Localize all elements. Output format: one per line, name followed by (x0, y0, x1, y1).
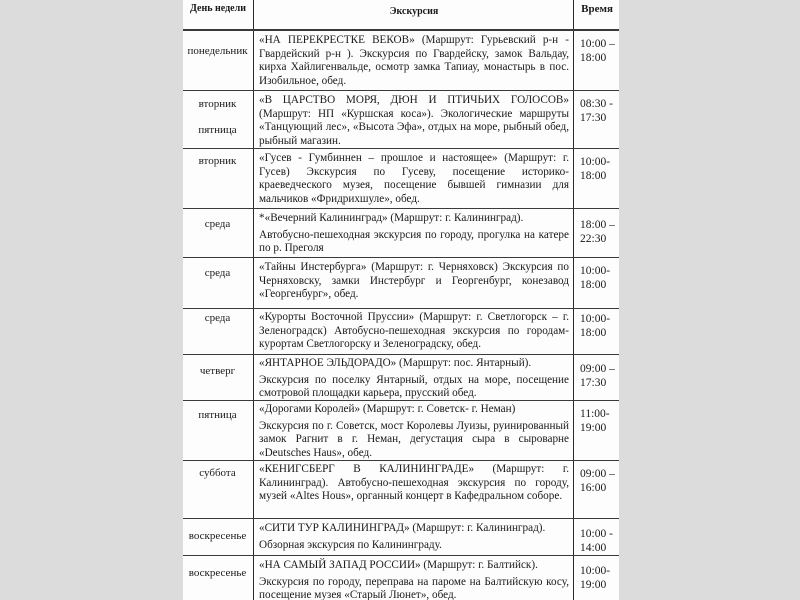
excursion-text: *«Вечерний Калининград» (Маршрут: г. Калининград). (259, 212, 524, 224)
time-end: 22:30 (580, 233, 607, 245)
excursion-text: «Гусев - Гумбиннен – прошлое и настоящее» (Маршрут: г. Гусев) Экскурсия по Гусеву, посещение историко-краеведческого музея, посещение бывшей гимназии для мальчиков «Фридрихшуле», обед. (259, 152, 569, 205)
time-start: 18:00 – (580, 219, 615, 231)
excursion-text: «ЯНТАРНОЕ ЭЛЬДОРАДО» (Маршрут: пос. Янтарный). (259, 357, 532, 369)
day-cell: суббота (199, 467, 236, 479)
excursion-cell (255, 460, 573, 504)
time-cell (575, 521, 619, 555)
day-cell: вторник (198, 155, 237, 167)
excursion-cell (255, 91, 573, 148)
time-end: 17:30 (580, 377, 607, 389)
day-cell: пятница (198, 124, 237, 136)
day-cell: понедельник (187, 45, 248, 57)
excursion-cell (255, 519, 573, 552)
day-cell: среда (204, 267, 231, 279)
time-end: 16:00 (580, 482, 607, 494)
time-cell (575, 558, 619, 592)
time-end: 18:00 (580, 279, 607, 291)
time-start: 10:00- (580, 265, 611, 277)
day-cell: воскресенье (188, 567, 247, 579)
excursion-text: Автобусно-пешеходная экскурсия по городу, прогулка на катере по р. Преголя (259, 228, 569, 255)
time-cell (575, 91, 619, 125)
excursion-text: Экскурсия по городу, переправа на пароме на Балтийскую косу, посещение музея «Старый Люнет», обед. (259, 575, 569, 600)
time-start: 09:00 – (580, 363, 615, 375)
time-start: 10:00 - (580, 528, 613, 540)
time-cell (575, 258, 619, 292)
time-end: 17:30 (580, 112, 607, 124)
time-start: 11:00- (580, 408, 610, 420)
day-cell: вторник (198, 98, 237, 110)
excursion-text: «В ЦАРСТВО МОРЯ, ДЮН И ПТИЧЬИХ ГОЛОСОВ» (Маршрут: НП «Куршская коса»). Экологические маршруты «Танцующий лес», «Высота Эфа», отдых на море, рыбный обед, рыбный магазин. (259, 94, 569, 147)
excursion-text: Экскурсия по г. Советск, мост Королевы Луизы, руинированный замок Рагнит в г. Неман, дегустация сыра в сыроварне «Deutsches Haus», обед. (259, 419, 569, 459)
time-end: 19:00 (580, 422, 607, 434)
time-start: 10:00- (580, 156, 611, 168)
excursion-cell (255, 258, 573, 302)
excursion-text: «НА САМЫЙ ЗАПАД РОССИИ» (Маршрут: г. Балтийск). (259, 559, 538, 571)
schedule-document (183, 0, 619, 600)
time-cell (575, 212, 619, 246)
time-end: 19:00 (580, 579, 607, 591)
header-time: Время (581, 3, 613, 15)
excursion-text: «Дорогами Королей» (Маршрут: г. Советск- г. Неман) (259, 403, 516, 415)
time-end: 18:00 (580, 170, 607, 182)
excursion-text: «КЕНИГСБЕРГ В КАЛИНИНГРАДЕ» (Маршрут: г. Калининград). Автобусно-пешеходная экскурсия по городу, музей «Altes Hous», органный концерт в Кафедральном соборе. (259, 463, 569, 503)
time-end: 14:00 (580, 542, 607, 554)
excursion-text: «Курорты Восточной Пруссии» (Маршрут: г. Светлогорск – г. Зеленоградск) Автобусно-пешеходная экскурсия по городам-курортам Светлогорску и Зеленоградску, обед. (259, 311, 569, 351)
day-cell: среда (204, 218, 231, 230)
header-excursion: Экскурсия (389, 6, 439, 17)
day-cell: четверг (199, 365, 236, 377)
excursion-cell (255, 149, 573, 206)
time-cell (575, 461, 619, 495)
excursion-cell (255, 308, 573, 352)
time-start: 10:00- (580, 565, 611, 577)
time-end: 18:00 (580, 52, 607, 64)
excursion-cell (255, 209, 573, 256)
day-cell: воскресенье (188, 530, 247, 542)
time-end: 18:00 (580, 327, 607, 339)
time-cell (575, 149, 619, 183)
excursion-cell (255, 31, 573, 88)
time-start: 10:00 – (580, 38, 615, 50)
excursion-text: «СИТИ ТУР КАЛИНИНГРАД» (Маршрут: г. Калининград). (259, 522, 546, 534)
excursion-cell (255, 400, 573, 460)
day-cell: среда (204, 312, 231, 324)
excursion-text: «НА ПЕРЕКРЕСТКЕ ВЕКОВ» (Маршрут: Гурьевский р-н - Гвардейский р-н ). Экскурсия по Гвардейску, замок Вальдау, кирха Хайлигенвальде, осмотр замка Тапиау, монастырь в пос. Изобильное, обед. (259, 34, 569, 87)
time-start: 10:00- (580, 313, 611, 325)
excursion-text: Экскурсия по поселку Янтарный, отдых на море, посещение смотровой площадки карьера, прусский обед. (259, 373, 569, 400)
day-cell: пятница (198, 409, 237, 421)
time-cell (575, 356, 619, 390)
time-cell (575, 31, 619, 65)
header-day: День недели (190, 3, 246, 14)
time-cell (575, 306, 619, 340)
excursion-cell (255, 556, 573, 600)
time-start: 08:30 - (580, 98, 613, 110)
excursion-cell (255, 354, 573, 401)
time-cell (575, 401, 619, 435)
excursion-text: Обзорная экскурсия по Калининграду. (259, 538, 442, 551)
time-start: 09:00 – (580, 468, 615, 480)
excursion-text: «Тайны Инстербурга» (Маршрут: г. Черняховск) Экскурсия по Черняховску, замки Инстербург и Георгенбург, конезавод «Георгенбург», обед. (259, 261, 569, 301)
